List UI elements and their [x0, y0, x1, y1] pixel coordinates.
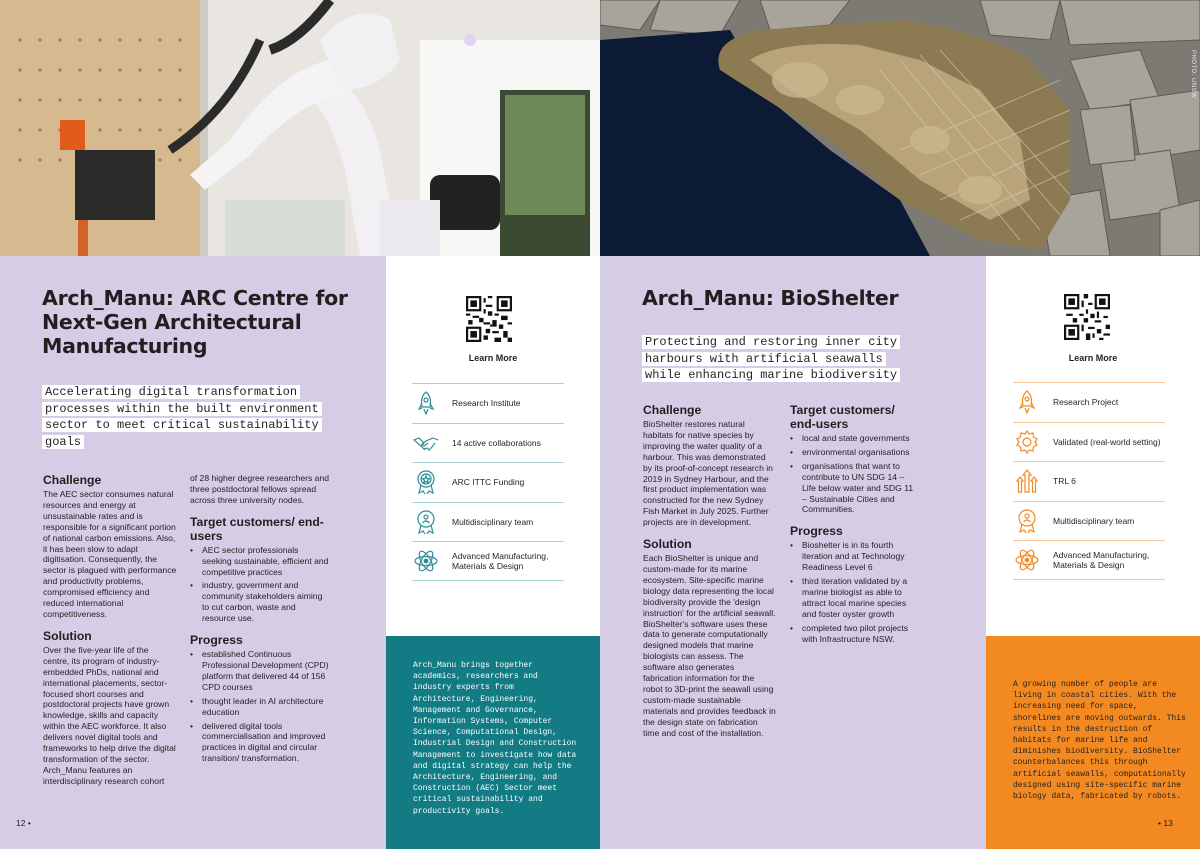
challenge-text: The AEC sector consumes natural resources and energy at unsustainable rates and is responsible for a significant portion of national carbon emissions. Also, it has been slow to adapt digitisation. Consequently, the sector is plagued with performance and productivity problems, compromised efficiency and reduced international competitiveness. [43, 489, 177, 619]
award-badge-icon [412, 468, 440, 496]
solution-text-continued: of 28 higher degree researchers and three postdoctoral fellows spread across three university nodes. [190, 473, 330, 505]
feature-item [412, 462, 564, 502]
progress-list [790, 540, 920, 644]
solution-text: Each BioShelter is unique and custom-made for its marine ecosystem. Site-specific marine biology data representing the local biodiversity provide the 'design instruction' for the artificial seawall. BioShelter's software uses these data to generate computationally designed models that marine biologists can assess. The software also generates fabrication information for the robot to 3D-print the seawall using custom-made sustainable materials and provides feedback in the design state on fabrication time and cost of the installation. [643, 553, 776, 738]
right-column [790, 403, 920, 654]
list-item: • AEC sector professionals seeking sustainable, efficient and competitive practices [190, 545, 330, 578]
target-list [190, 545, 330, 624]
feature-item [1013, 540, 1165, 580]
learn-more-link[interactable]: Learn More [1068, 353, 1118, 363]
feature-label: 14 active collaborations [452, 437, 541, 448]
page-title: Arch_Manu: BioShelter [642, 286, 899, 310]
team-badge-icon [1013, 507, 1041, 535]
feature-item [1013, 422, 1165, 462]
qr-code-icon[interactable] [466, 296, 512, 342]
page-number: 12 • [16, 818, 31, 828]
list-item: • industry, government and community stakeholders aiming to cut carbon, waste and resource use. [190, 580, 330, 624]
right-sidebar [986, 256, 1200, 636]
target-list [790, 433, 920, 515]
feature-item [412, 383, 564, 423]
atom-icon [1013, 546, 1041, 574]
page-subtitle: Protecting and restoring inner city harbours with artificial seawalls while enhancing marine biodiversity [642, 334, 912, 384]
feature-item [412, 502, 564, 542]
feature-label: Advanced Manufacturing, Materials & Design [1053, 549, 1150, 571]
feature-label: ARC ITTC Funding [452, 477, 525, 488]
trl-arrows-icon [1013, 467, 1041, 495]
list-item: • organisations that want to contribute to UN SDG 14 – Life below water and SDG 11 – Sustainable Cities and Communities. [790, 461, 920, 516]
progress-heading: Progress [190, 633, 243, 648]
target-heading: Target customers/ end-users [190, 514, 324, 543]
atom-icon [412, 547, 440, 575]
feature-label: Research Project [1053, 397, 1119, 408]
feature-label: Research Institute [452, 398, 521, 409]
left-column [643, 403, 776, 747]
target-heading: Target customers/ end-users [790, 403, 895, 431]
progress-list [190, 649, 330, 764]
feature-label: Multidisciplinary team [1053, 515, 1135, 526]
feature-label: Advanced Manufacturing, Materials & Design [452, 550, 549, 572]
page-title: Arch_Manu: ARC Centre for Next-Gen Architectural Manufacturing [42, 286, 348, 358]
feature-list [412, 383, 564, 581]
list-item: • established Continuous Professional Development (CPD) platform that delivered 44 of 156 CPD courses [190, 649, 330, 693]
list-item: • thought leader in AI architecture education [190, 696, 330, 718]
rocket-icon [412, 389, 440, 417]
rocket-icon [1013, 388, 1041, 416]
feature-item [1013, 461, 1165, 501]
summary-box [386, 636, 600, 849]
challenge-heading: Challenge [643, 403, 702, 417]
list-item: • completed two pilot projects with Infrastructure NSW. [790, 623, 920, 645]
page-subtitle: Accelerating digital transformation processes within the built environment sector to meet critical sustainability goals [42, 384, 342, 450]
feature-item [1013, 382, 1165, 422]
summary-text: A growing number of people are living in coastal cities. With the increasing need for space, shorelines are moving outwards. This results in the destruction of habitats for marine life and diminishes biodiversity. BioShelter counterbalances this through artificial seawalls, computationally designed using site-specific marine biology data, fabricated by robots. [1013, 680, 1186, 802]
solution-heading: Solution [643, 537, 692, 552]
left-main-panel [0, 256, 386, 849]
list-item: • delivered digital tools commercialisation and improved practices in digital and circular transition/ transformation. [190, 721, 330, 765]
right-column [190, 473, 330, 773]
feature-item [412, 423, 564, 463]
feature-list [1013, 382, 1165, 580]
feature-label: TRL 6 [1053, 476, 1076, 487]
photo-credit: PHOTO: UNSW [1190, 50, 1196, 99]
solution-text: Over the five-year life of the centre, its program of industry-embedded PhDs, national and international placements, sector-focused short courses and postdoctoral projects have grown knowledge, skills and capacity within the AEC workforce. It also delivers novel digital tools and frameworks to help drive the digital transformation of the sector. Arch_Manu features an interdisciplinary research cohort [43, 644, 176, 786]
solution-heading: Solution [43, 628, 92, 643]
summary-text: Arch_Manu brings together academics, researchers and industry experts from Architecture, Engineering, Management and Governance, Information Systems, Computer Science, Computational Design, Industrial Design and Construction Management to investigate how data and digital strategy can help the Architecture, Engineering, and Construction (AEC) Sector meet critical sustainability and productivity goals. [413, 661, 577, 816]
handshake-icon [412, 429, 440, 457]
feature-label: Multidisciplinary team [452, 516, 534, 527]
list-item: • local and state governments [790, 433, 920, 444]
challenge-text: BioShelter restores natural habitats for native species by improving the water quality of a harbour. This was demonstrated by its proof-of-concept research in 2019 in Sydney Harbour, and the first product implementation was constructed for the new Sydney Fish Market in July 2025. Further projects are in development. [643, 419, 773, 528]
left-sidebar [386, 256, 600, 636]
seawall-photo [600, 0, 1200, 256]
list-item: • third iteration validated by a marine biologist as able to attract local marine species and foster oyster growth [790, 576, 920, 620]
progress-heading: Progress [790, 524, 843, 539]
team-badge-icon [412, 508, 440, 536]
learn-more-link[interactable]: Learn More [468, 353, 518, 363]
feature-item [412, 541, 564, 581]
qr-code-icon[interactable] [1064, 294, 1110, 340]
list-item: • Bioshelter is in its fourth iteration and at Technology Readiness Level 6 [790, 540, 920, 573]
feature-label: Validated (real-world setting) [1053, 436, 1161, 447]
left-column [43, 473, 177, 796]
challenge-heading: Challenge [43, 473, 102, 487]
list-item: • environmental organisations [790, 447, 920, 458]
robot-arm-photo [0, 0, 600, 256]
gear-badge-icon [1013, 428, 1041, 456]
feature-item [1013, 501, 1165, 541]
right-main-panel [600, 256, 986, 849]
page-number: • 13 [1158, 818, 1173, 828]
